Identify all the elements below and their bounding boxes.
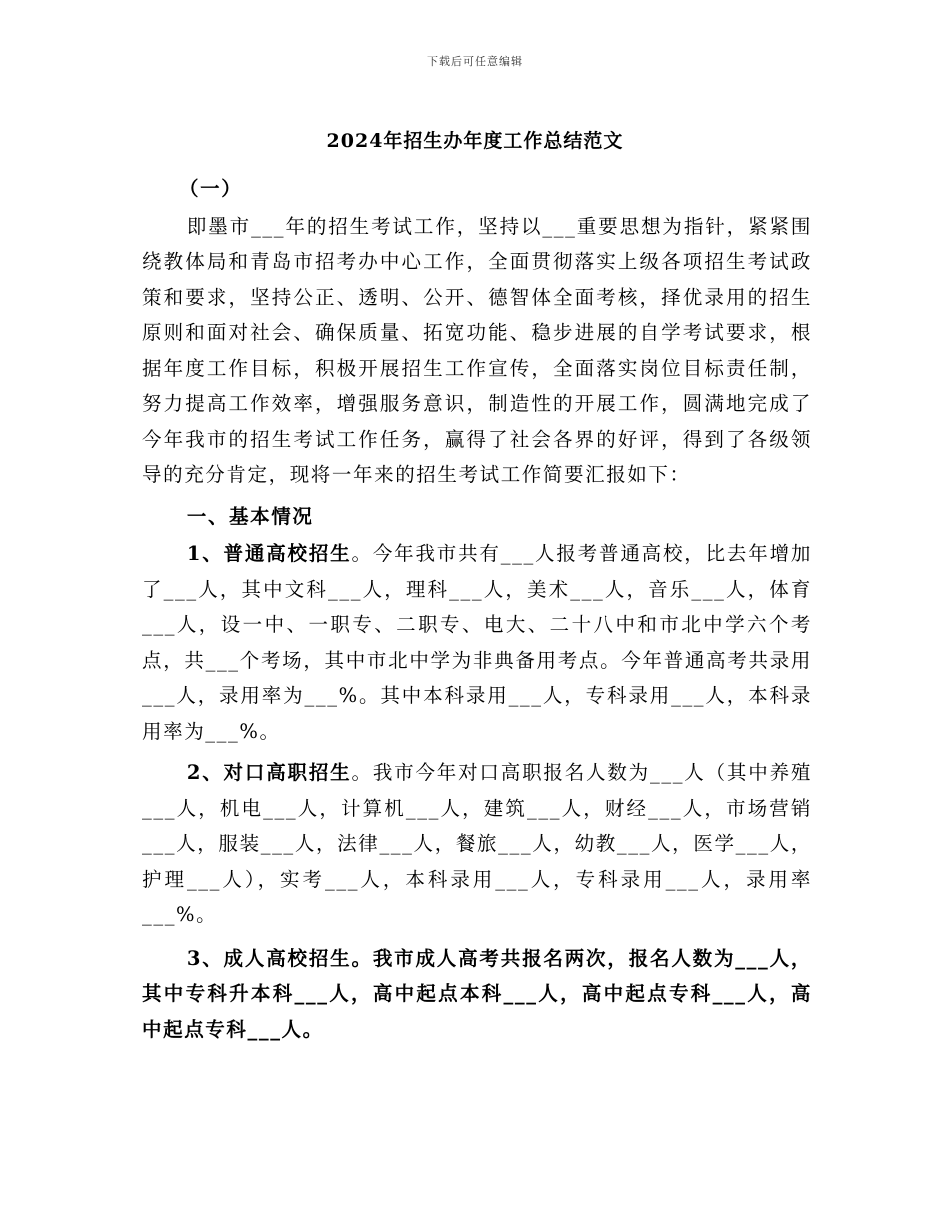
- section-marker: （一）: [179, 177, 243, 200]
- item-2-text: 。我市今年对口高职报名人数为___人（其中养殖___人，机电___人，计算机___人，建筑___人，财经___人，市场营销___人，服装___人，法律___人，餐旅___人，幼教___人，医学___人，护理___人），实考___人，本科录用___人，专科录用___人，录用率___%。: [142, 761, 812, 926]
- item-1-paragraph: [142, 536, 812, 749]
- item-1-lead: 1、普通高校招生: [186, 542, 352, 565]
- item-2-lead: 2、对口高职招生: [186, 761, 352, 784]
- item-1-text: 。今年我市共有___人报考普通高校，比去年增加了___人，其中文科___人，理科___人，美术___人，音乐___人，体育___人，设一中、一职专、二职专、电大、二十八中和市北中学六个考点，共___个考场，其中市北中学为非典备用考点。今年普通高考共录用___人，录用率为___%。其中本科录用___人，专科录用___人，本科录用率为___%。: [142, 542, 812, 743]
- item-3-paragraph: 3、成人高校招生。我市成人高考共报名两次，报名人数为___人，其中专科升本科___人，高中起点本科___人，高中起点专科___人，高中起点专科___人。: [142, 946, 812, 1041]
- section-heading: 一、基本情况: [186, 504, 314, 528]
- item-2-paragraph: [142, 755, 812, 933]
- intro-paragraph: 即墨市___年的招生考试工作，坚持以___重要思想为指针，紧紧围绕教体局和青岛市招考办中心工作，全面贯彻落实上级各项招生考试政策和要求，坚持公正、透明、公开、德智体全面考核，择优录用的招生原则和面对社会、确保质量、拓宽功能、稳步进展的自学考试要求，根据年度工作目标，积极开展招生工作宣传，全面落实岗位目标责任制，努力提高工作效率，增强服务意识，制造性的开展工作，圆满地完成了今年我市的招生考试工作任务，赢得了社会各界的好评，得到了各级领导的充分肯定，现将一年来的招生考试工作简要汇报如下：: [142, 214, 812, 486]
- header-note: 下载后可任意编辑: [427, 55, 523, 68]
- document-body: [142, 171, 812, 1047]
- document-title: 2024年招生办年度工作总结范文: [326, 130, 624, 152]
